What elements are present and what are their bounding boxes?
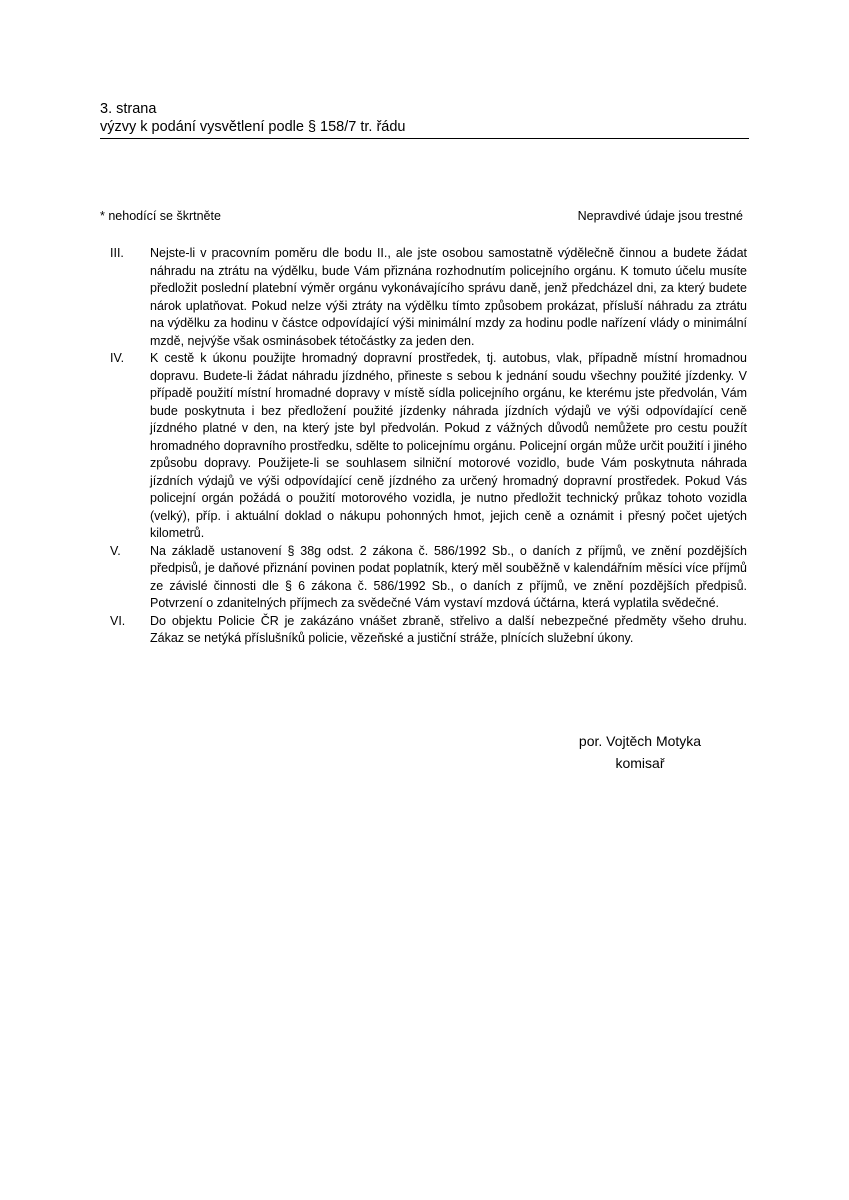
list-item — [100, 245, 749, 350]
item-number: V. — [110, 543, 121, 558]
item-text: Na základě ustanovení § 38g odst. 2 zákona č. 586/1992 Sb., o daních z příjmů, ve znění pozdějších předpisů, je daňové přiznání povinen podat poplatník, který měl souběžně v kalendářním měsíci více příjmů ze závislé činnosti dle § 6 zákona č. 586/1992 Sb., o daních z příjmů, ve znění pozdějších předpisů. Potvrzení o zdanitelných příjmech za svědečné Vám vystaví mzdová účtárna, která vyplatila svědečné. — [150, 543, 747, 610]
page-header — [100, 100, 749, 136]
header-divider — [100, 138, 749, 139]
item-text: Do objektu Policie ČR je zakázáno vnášet zbraně, střelivo a další nebezpečné předměty všeho druhu. Zákaz se netýká příslušníků policie, vězeňské a justiční stráže, plnících služební úkony. — [150, 613, 747, 645]
officer-rank: komisař — [615, 755, 665, 771]
page-number: 3. strana — [100, 101, 157, 117]
item-number: VI. — [110, 613, 126, 628]
signature-block — [520, 730, 760, 774]
list-item — [100, 543, 749, 613]
item-text: Nejste-li v pracovním poměru dle bodu II., ale jste osobou samostatně výdělečně činnou a budete žádat náhradu na ztrátu na výdělku, bude Vám přiznána rozhodnutím policejního orgánu. K tomuto účelu musíte předložit poslední platební výměr orgánu vykonávajícího správu daně, jenž předcházel dni, za který budete nárok uplatňovat. Pokud nelze výši ztráty na výdělku tímto způsobem prokázat, přísluší náhradu za ztrátu na výdělku za hodinu v částce odpovídající výši minimální mzdy za hodinu podle nařízení vlády o minimální mzdě, nejvýše však osminásobek tétočástky za jeden den. — [150, 246, 747, 348]
list-item — [100, 613, 749, 648]
instructions-list — [100, 245, 749, 648]
strike-note: * nehodící se škrtněte — [100, 209, 221, 223]
document-title: výzvy k podání vysvětlení podle § 158/7 tr. řádu — [100, 119, 406, 135]
officer-name: por. Vojtěch Motyka — [578, 733, 702, 749]
false-info-warning: Nepravdivé údaje jsou trestné — [577, 209, 743, 223]
item-number: III. — [110, 246, 124, 260]
item-number: IV. — [110, 351, 125, 365]
item-text: K cestě k úkonu použijte hromadný dopravní prostředek, tj. autobus, vlak, případně místní hromadnou dopravu. Budete-li žádat náhradu jízdného, přineste s sebou k jednání soudu všechny použité jízdenky. V případě použití místní hromadné dopravy v místě sídla policejního orgánu, ke kterému jste předvolán, Vám bude poskytnuta i bez předložení použité jízdenky náhrada jízdních výdajů ve výši odpovídající ceně jízdného platné v den, na který jste byl předvolán. Pokud z vážných důvodů nemůžete pro cestu použít hromadného dopravního prostředku, sdělte to policejnímu orgánu. Policejní orgán může určit použití i jiného způsobu dopravy. Použijete-li se souhlasem silniční motorové vozidlo, bude Vám poskytnuta náhrada jízdních výdajů ve výši odpovídající ceně jízdného za určený hromadný dopravní prostředek. Pokud Vás policejní orgán požádá o použití motorového vozidla, je nutno předložit technický průkaz tohoto vozidla (velký), příp. i aktuální doklad o nákupu pohonných hmot, jejich ceně a oznámit i přesný počet ujetých kilometrů. — [150, 351, 747, 540]
list-item — [100, 350, 749, 543]
